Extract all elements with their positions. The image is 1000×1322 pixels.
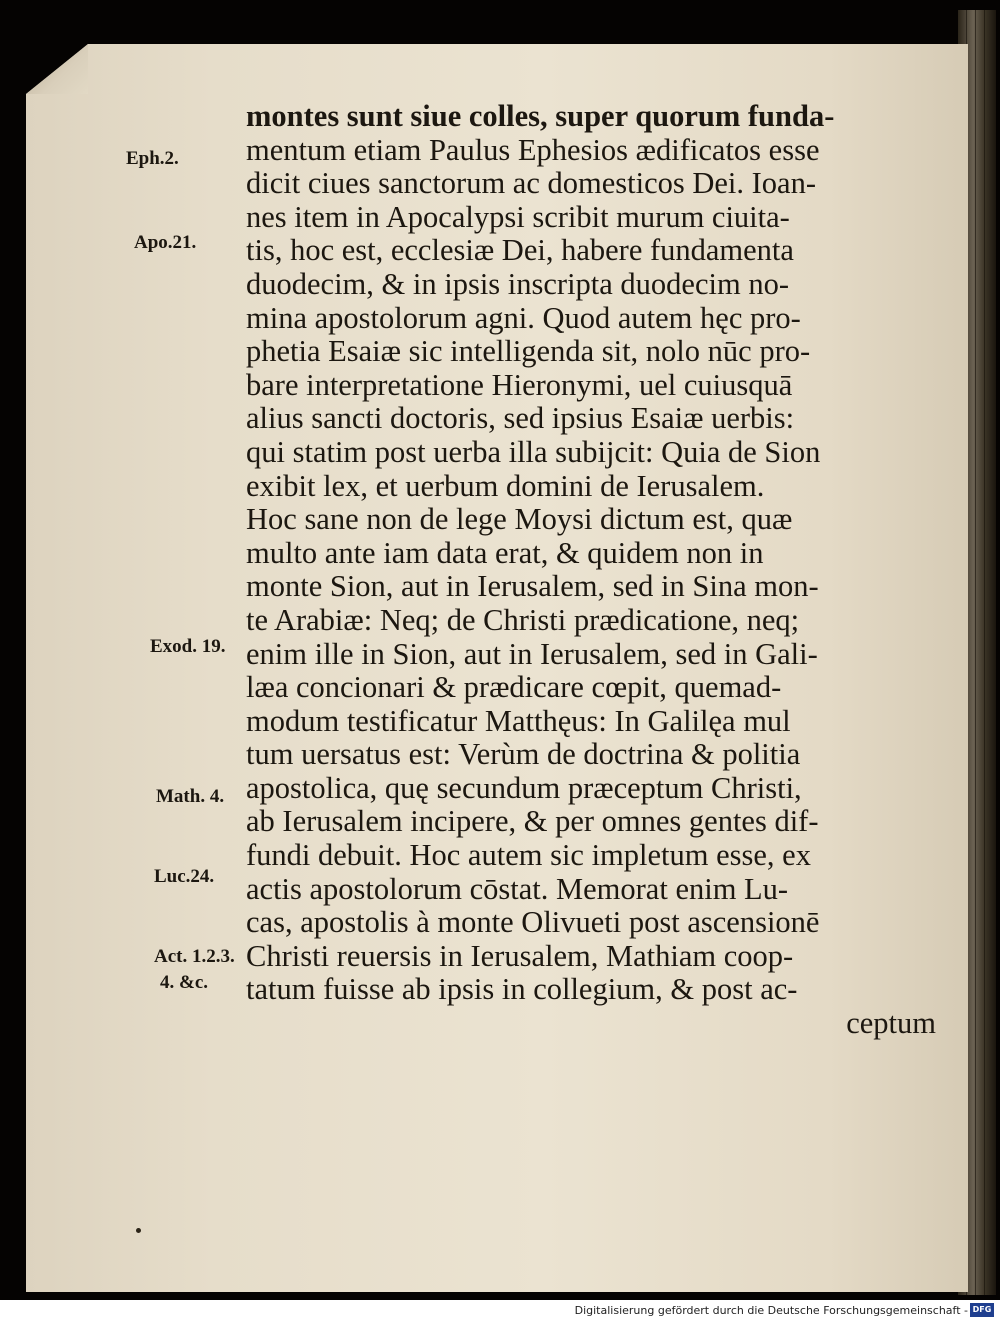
- text-line: montes sunt siue colles, super quorum funda-: [246, 99, 835, 133]
- margin-note: Act. 1.2.3.: [154, 946, 235, 967]
- text-line: duodecim, & in ipsis inscripta duodecim no-: [246, 266, 789, 301]
- digitization-credit: Digitalisierung gefördert durch die Deutsche Forschungsgemeinschaft -: [574, 1304, 968, 1317]
- body-text: [246, 100, 936, 1041]
- text-line: Hoc sane non de lege Moysi dictum est, quæ: [246, 502, 793, 537]
- text-line: alius sancti doctoris, sed ipsius Esaiæ uerbis:: [246, 401, 795, 436]
- text-line: bare interpretatione Hieronymi, uel cuiusquā: [246, 367, 793, 402]
- text-line: dicit ciues sanctorum ac domesticos Dei. Ioan-: [246, 166, 816, 201]
- margin-note: Luc.24.: [154, 866, 215, 887]
- text-line: tum uersatus est: Verùm de doctrina & politia: [246, 737, 801, 772]
- text-line: apostolica, quę secundum præceptum Christi,: [246, 770, 802, 805]
- text-line: mina apostolorum agni. Quod autem hęc pro-: [246, 300, 801, 335]
- margin-note: 4. &c.: [160, 972, 209, 993]
- margin-note: Exod. 19.: [150, 636, 226, 657]
- text-line: tis, hoc est, ecclesiæ Dei, habere fundamenta: [246, 233, 794, 268]
- text-line: qui statim post uerba illa subijcit: Quia de Sion: [246, 434, 821, 469]
- text-line: phetia Esaiæ sic intelligenda sit, nolo nūc pro-: [246, 334, 811, 369]
- text-line: Christi reuersis in Ierusalem, Mathiam coop-: [246, 938, 794, 973]
- text-line: cas, apostolis à monte Olivueti post ascensionē: [246, 905, 820, 940]
- text-line: te Arabiæ: Neq; de Christi prædicatione, neq;: [246, 602, 800, 637]
- dfg-logo: DFG: [970, 1303, 994, 1317]
- text-line: modum testificatur Matthęus: In Galilęa mul: [246, 703, 791, 738]
- text-line: actis apostolorum cōstat. Memorat enim Lu-: [246, 871, 789, 906]
- margin-note: Math. 4.: [156, 786, 225, 807]
- text-line: enim ille in Sion, aut in Ierusalem, sed in Gali-: [246, 636, 818, 671]
- margin-note: Apo.21.: [134, 232, 197, 253]
- text-line: fundi debuit. Hoc autem sic impletum esse, ex: [246, 838, 811, 873]
- catchword: ceptum: [846, 1006, 936, 1041]
- text-line: tatum fuisse ab ipsis in collegium, & post ac-: [246, 972, 798, 1007]
- footer-bar: [0, 1300, 1000, 1322]
- text-line: læa concionari & prædicare cœpit, quemad-: [246, 670, 782, 705]
- text-line: monte Sion, aut in Ierusalem, sed in Sina mon-: [246, 569, 819, 604]
- ink-speck: [136, 1228, 141, 1233]
- text-line: mentum etiam Paulus Ephesios ædificatos esse: [246, 132, 820, 167]
- text-line: nes item in Apocalypsi scribit murum ciuita-: [246, 199, 790, 234]
- page-edge-line: [984, 10, 985, 1295]
- text-line: exibit lex, et uerbum domini de Ierusalem.: [246, 468, 765, 503]
- page-edge-line: [975, 10, 976, 1295]
- margin-note: Eph.2.: [126, 148, 179, 169]
- text-line: ab Ierusalem incipere, & per omnes gentes dif-: [246, 804, 819, 839]
- text-line: multo ante iam data erat, & quidem non in: [246, 535, 764, 570]
